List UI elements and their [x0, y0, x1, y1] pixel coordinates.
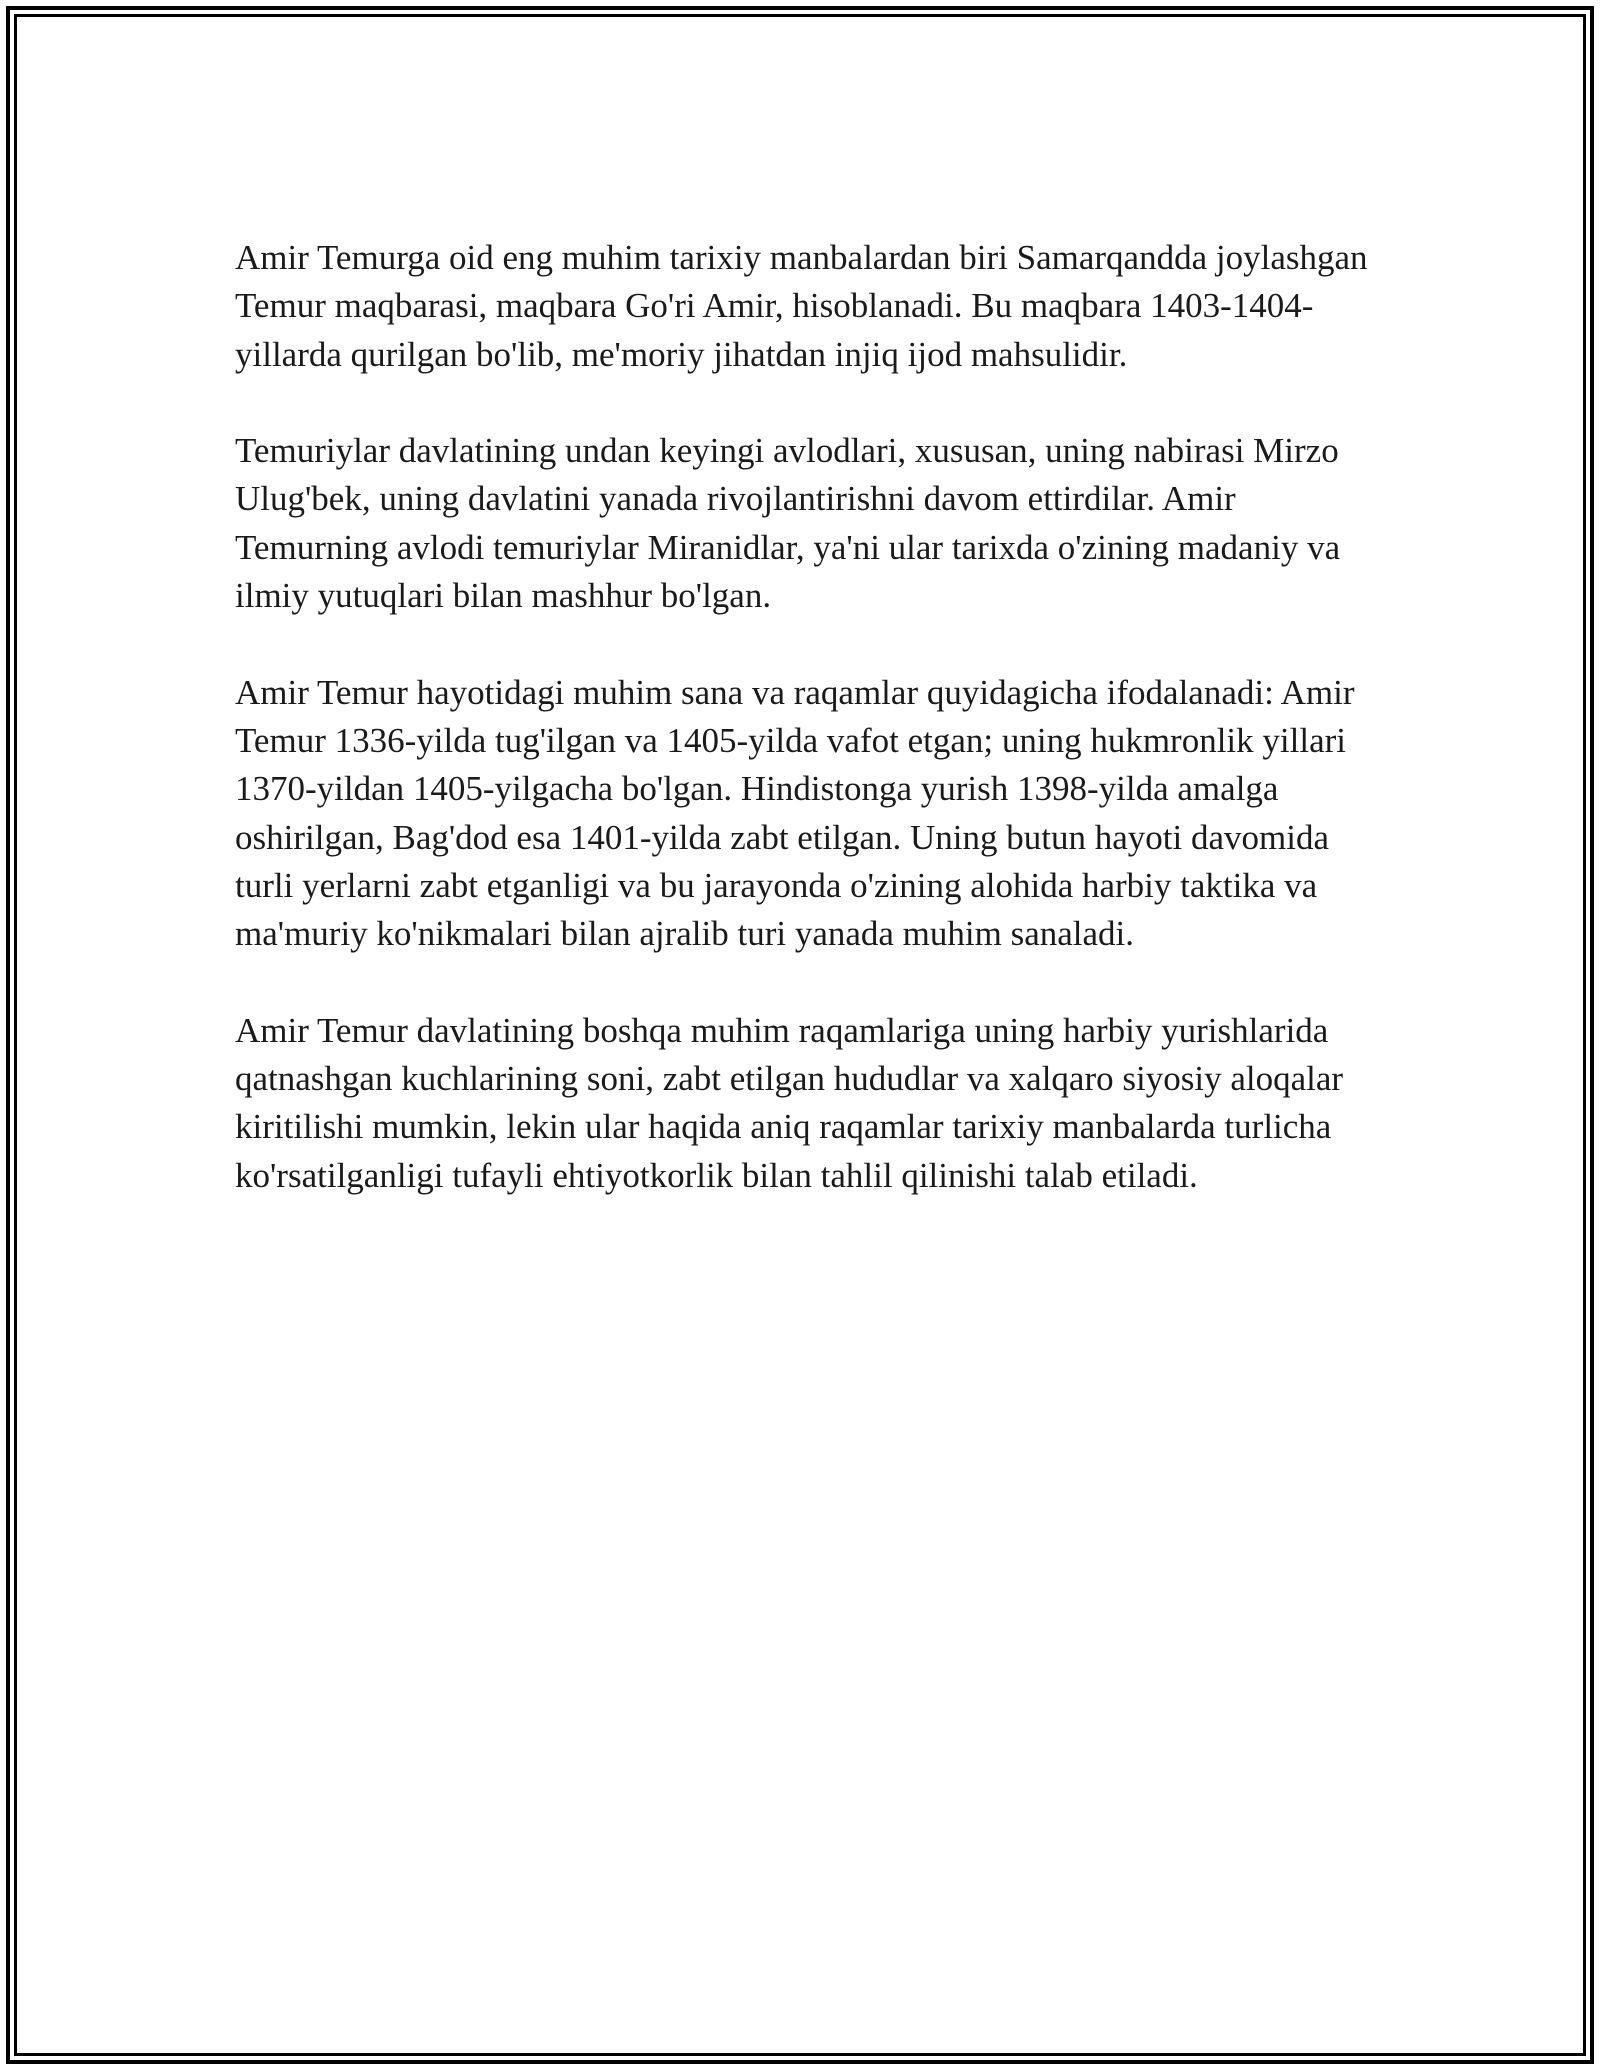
paragraph-4: Amir Temur davlatining boshqa muhim raqamlariga uning harbiy yurishlarida qatnashgan kuchlarining soni, zabt etilgan hududlar va xalqaro siyosiy aloqalar kiritilishi mumkin, lekin ular haqida aniq raqamlar tarixiy manbalarda turlicha ko'rsatilganligi tufayli ehtiyotkorlik bilan tahlil qilinishi talab etiladi. [235, 1010, 1344, 1195]
paragraph-1: Amir Temurga oid eng muhim tarixiy manbalardan biri Samarqandda joylashgan Temur maqbarasi, maqbara Go'ri Amir, hisoblanadi. Bu maqbara 1403-1404-yillarda qurilgan bo'lib, me'moriy jihatdan injiq ijod mahsulidir. [235, 238, 1368, 374]
paragraph-3: Amir Temur hayotidagi muhim sana va raqamlar quyidagicha ifodalanadi: Amir Temur 1336-yilda tug'ilgan va 1405-yilda vafot etgan; uning hukmronlik yillari 1370-yildan 1405-yilgacha bo'lgan. Hindistonga yurish 1398-yilda amalga oshirilgan, Bag'dod esa 1401-yilda zabt etilgan. Uning butun hayoti davomida turli yerlarni zabt etganligi va bu jarayonda o'zining alohida harbiy taktika va ma'muriy ko'nikmalari bilan ajralib turi yanada muhim sanaladi. [235, 672, 1355, 954]
document-body [235, 234, 1380, 1248]
paragraph-2: Temuriylar davlatining undan keyingi avlodlari, xususan, uning nabirasi Mirzo Ulug'bek, uning davlatini yanada rivojlantirishni davom ettirdilar. Amir Temurning avlodi temuriylar Miranidlar, ya'ni ular tarixda o'zining madaniy va ilmiy yutuqlari bilan mashhur bo'lgan. [235, 431, 1341, 616]
